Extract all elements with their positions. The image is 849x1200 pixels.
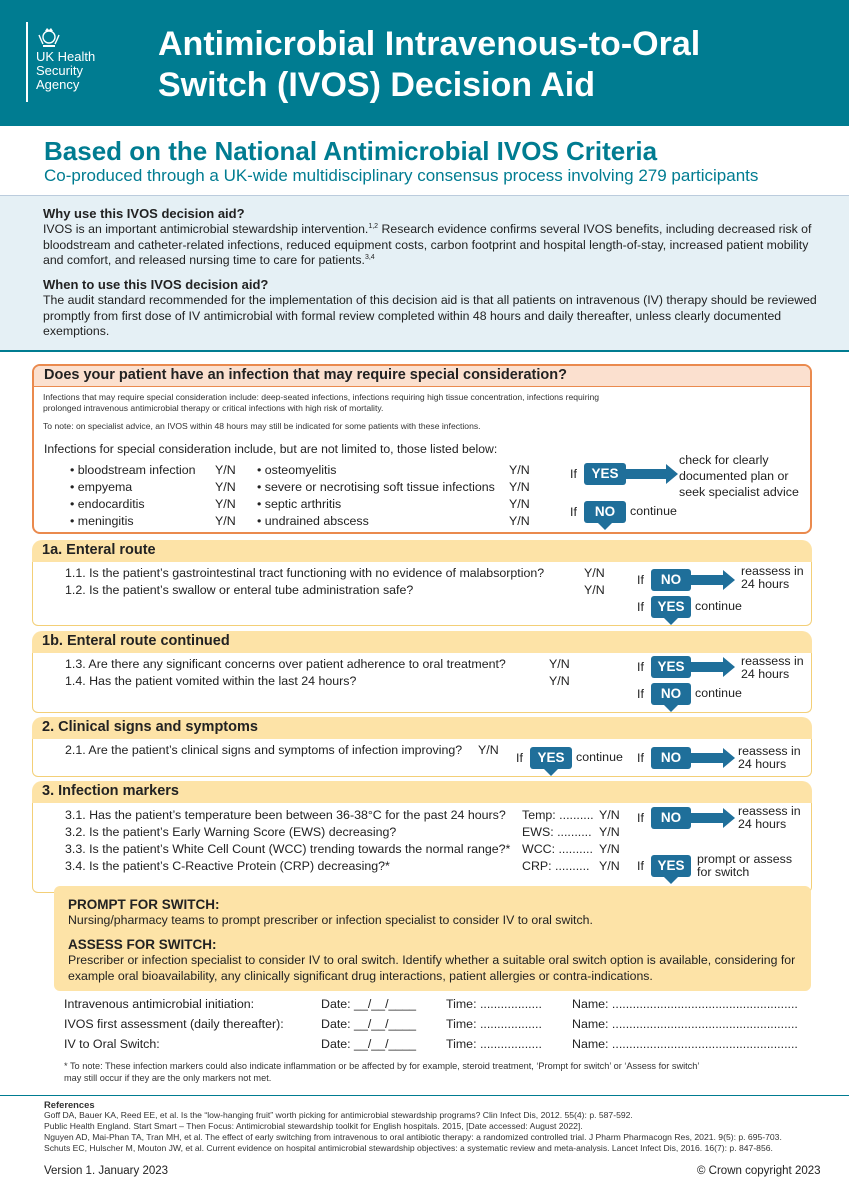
no-label: NO — [660, 810, 682, 825]
prompt-text: Nursing/pharmacy teams to prompt prescriber or infection specialist to consider IV to oral switch. — [68, 913, 593, 927]
infection-item: • endocarditis — [70, 497, 145, 511]
right-arrow-icon — [691, 575, 723, 585]
no-label: NO — [660, 686, 682, 701]
record-name[interactable]: Name: ...................................................... — [572, 1017, 798, 1031]
record-label: Intravenous antimicrobial initiation: — [64, 997, 255, 1011]
marker-temp[interactable]: Temp: .......... — [522, 808, 594, 822]
record-date[interactable]: Date: __/__/____ — [321, 1017, 417, 1031]
if-label: If — [516, 751, 523, 765]
question-3-4-yn[interactable]: Y/N — [599, 859, 620, 873]
record-time[interactable]: Time: .................. — [446, 1017, 542, 1031]
if-label: If — [637, 573, 644, 587]
if-label: If — [637, 811, 644, 825]
royal-crest-icon — [36, 26, 62, 48]
references-divider — [0, 1095, 849, 1096]
footnote: * To note: These infection markers could also indicate inflammation or be affected by for example, steroid treatment, ‘Prompt for switch’ or ‘Assess for switch’ may still occur if they are the only markers not met. — [64, 1061, 700, 1083]
infection-yn[interactable]: Y/N — [509, 463, 530, 477]
right-arrow-icon — [691, 662, 723, 672]
no-label: NO — [660, 750, 682, 765]
special-yes-outcome: check for clearly documented plan or seek specialist advice — [679, 453, 799, 499]
down-arrow-icon — [664, 877, 678, 884]
s3-yes-button[interactable] — [651, 855, 691, 877]
if-label: If — [570, 505, 577, 519]
record-label: IVOS first assessment (daily thereafter): — [64, 1017, 284, 1031]
why-sup-2: 3,4 — [364, 253, 375, 261]
question-1-1-yn[interactable]: Y/N — [584, 566, 605, 580]
why-text-b: Research evidence confirms several IVOS benefits, including decreased risk of bloodstream and catheter-related infections, reduced equipment costs, carbon footprint and hospital length-of-stay, increased patient mobility and comfort, and released nursing time to care for patients. — [43, 222, 812, 267]
special-intro: Infections for special consideration include, but are not limited to, those listed below: — [44, 442, 498, 456]
question-3-3-yn[interactable]: Y/N — [599, 842, 620, 856]
s3-no-outcome: reassess in 24 hours — [738, 804, 801, 831]
infection-yn[interactable]: Y/N — [215, 497, 236, 511]
infection-yn[interactable]: Y/N — [215, 514, 236, 528]
infection-yn[interactable]: Y/N — [509, 480, 530, 494]
right-arrow-icon — [691, 813, 723, 823]
special-note-1: Infections that may require special consideration include: deep-seated infections, infections requiring high tissue concentration, infections requiring prolonged intravenous antimicrobial therapy or critical infections with high risk of mortality. — [43, 392, 600, 413]
yes-label: YES — [537, 750, 565, 765]
infection-item: • bloodstream infection — [70, 463, 196, 477]
question-2-1-yn[interactable]: Y/N — [478, 743, 499, 757]
infection-item: • osteomyelitis — [257, 463, 337, 477]
yes-label: YES — [591, 466, 619, 481]
infection-item: • meningitis — [70, 514, 134, 528]
yes-label: YES — [657, 858, 685, 873]
reference-item: Public Health England. Start Smart – Then Focus: Antimicrobial stewardship toolkit for English hospitals. 2015, [Date accessed: August 2022]. — [44, 1121, 583, 1131]
question-1-2-yn[interactable]: Y/N — [584, 583, 605, 597]
section-1a-header — [32, 540, 812, 562]
s1a-yes-outcome: continue — [695, 599, 742, 613]
s1b-yes-outcome: reassess in 24 hours — [741, 654, 804, 681]
question-1-4-yn[interactable]: Y/N — [549, 674, 570, 688]
reference-item: Goff DA, Bauer KA, Reed EE, et al. Is the “low-hanging fruit” worth picking for antimicrobial stewardship programs? Clin Infect Dis, 2012. 55(4): p. 587-592. — [44, 1110, 633, 1120]
infection-yn[interactable]: Y/N — [509, 497, 530, 511]
special-consideration-question: Does your patient have an infection that may require special consideration? — [44, 367, 567, 383]
assess-heading: ASSESS FOR SWITCH: — [68, 937, 217, 952]
if-label: If — [637, 687, 644, 701]
record-time[interactable]: Time: .................. — [446, 1037, 542, 1051]
s3-no-button[interactable] — [651, 807, 691, 829]
if-label: If — [637, 751, 644, 765]
ukhsa-logo — [26, 22, 136, 102]
prompt-heading: PROMPT FOR SWITCH: — [68, 897, 220, 912]
right-arrow-icon — [626, 469, 666, 479]
infection-item: • severe or necrotising soft tissue infections — [257, 480, 495, 494]
title-line-2: Switch (IVOS) Decision Aid — [158, 66, 596, 104]
s1b-no-button[interactable] — [651, 683, 691, 705]
question-3-2: 3.2. Is the patient’s Early Warning Score (EWS) decreasing? — [65, 825, 397, 839]
s1a-no-button[interactable] — [651, 569, 691, 591]
record-label: IV to Oral Switch: — [64, 1037, 160, 1051]
down-arrow-icon — [544, 769, 558, 776]
question-1-3: 1.3. Are there any significant concerns over patient adherence to oral treatment? — [65, 657, 506, 671]
marker-wcc[interactable]: WCC: .......... — [522, 842, 593, 856]
question-1-2: 1.2. Is the patient’s swallow or enteral tube administration safe? — [65, 583, 414, 597]
if-label: If — [637, 600, 644, 614]
question-3-4: 3.4. Is the patient’s C-Reactive Protein (CRP) decreasing?* — [65, 859, 390, 873]
question-1-1: 1.1. Is the patient’s gastrointestinal tract functioning with no evidence of malabsorption? — [65, 566, 545, 580]
infection-yn[interactable]: Y/N — [509, 514, 530, 528]
question-3-2-yn[interactable]: Y/N — [599, 825, 620, 839]
if-label: If — [570, 467, 577, 481]
section-2-title: 2. Clinical signs and symptoms — [42, 719, 258, 735]
right-arrow-icon — [691, 753, 723, 763]
subtitle: Based on the National Antimicrobial IVOS Criteria — [44, 136, 658, 166]
tagline: Co-produced through a UK-wide multidisciplinary consensus process involving 279 participants — [44, 166, 759, 185]
marker-ews[interactable]: EWS: .......... — [522, 825, 592, 839]
why-sup-1: 1,2 — [368, 222, 379, 230]
section-3-header — [32, 781, 812, 803]
no-label: NO — [660, 572, 682, 587]
title-line-1: Antimicrobial Intravenous-to-Oral — [158, 25, 701, 63]
why-text-a: IVOS is an important antimicrobial stewardship intervention. — [43, 222, 369, 236]
record-date[interactable]: Date: __/__/____ — [321, 1037, 417, 1051]
section-1a-title: 1a. Enteral route — [42, 542, 156, 558]
s3-yes-outcome: prompt or assess for switch — [697, 852, 793, 879]
s1b-no-outcome: continue — [695, 686, 742, 700]
section-2-header — [32, 717, 812, 739]
no-label: NO — [594, 504, 616, 519]
s2-yes-outcome: continue — [576, 750, 623, 764]
record-date[interactable]: Date: __/__/____ — [321, 997, 417, 1011]
question-1-3-yn[interactable]: Y/N — [549, 657, 570, 671]
question-2-1: 2.1. Are the patient’s clinical signs and symptoms of infection improving? — [65, 743, 463, 757]
if-label: If — [637, 660, 644, 674]
special-no-outcome: continue — [630, 504, 677, 518]
down-arrow-icon — [664, 705, 678, 712]
s1b-yes-button[interactable] — [651, 656, 691, 678]
down-arrow-icon — [598, 523, 612, 530]
question-3-1: 3.1. Has the patient’s temperature been between 36-38°C for the past 24 hours? — [65, 808, 506, 822]
why-heading: Why use this IVOS decision aid? — [43, 206, 245, 221]
when-text: The audit standard recommended for the implementation of this decision aid is that all patients on intravenous (IV) therapy should be reviewed promptly from first dose of IV antimicrobial with formal review completed within 48 hours and daily thereafter, unless clearly documented exemptions. — [43, 293, 817, 338]
question-3-3: 3.3. Is the patient’s White Cell Count (WCC) trending towards the normal range?* — [65, 842, 511, 856]
infection-yn[interactable]: Y/N — [215, 480, 236, 494]
infection-yn[interactable]: Y/N — [215, 463, 236, 477]
yes-label: YES — [657, 599, 685, 614]
reference-item: Nguyen AD, Mai-Phan TA, Tran MH, et al. The effect of early switching from intravenous to oral antibiotic therapy: a randomized controlled trial. J Pharm Pharmacogn Res, 2021. 9(5): p. 695-703. — [44, 1132, 782, 1142]
section-1b-header — [32, 631, 812, 653]
record-name[interactable]: Name: ...................................................... — [572, 1037, 798, 1051]
if-label: If — [637, 859, 644, 873]
infection-item: • undrained abscess — [257, 514, 369, 528]
record-name[interactable]: Name: ...................................................... — [572, 997, 798, 1011]
yes-label: YES — [657, 659, 685, 674]
record-time[interactable]: Time: .................. — [446, 997, 542, 1011]
s2-yes-button[interactable] — [530, 747, 572, 769]
infection-item: • septic arthritis — [257, 497, 342, 511]
reference-item: Schuts EC, Hulscher M, Mouton JW, et al. Current evidence on hospital antimicrobial stewardship objectives: a systematic review and meta-analysis. Lancet Infect Dis, 2016. 16(7): p. 847-856. — [44, 1143, 773, 1153]
marker-crp[interactable]: CRP: .......... — [522, 859, 590, 873]
version-text: Version 1. January 2023 — [44, 1165, 169, 1177]
special-no-button[interactable] — [584, 501, 626, 523]
copyright-text: © Crown copyright 2023 — [697, 1165, 821, 1177]
infection-item: • empyema — [70, 480, 133, 494]
page-title — [158, 24, 838, 106]
s2-no-button[interactable] — [651, 747, 691, 769]
when-heading: When to use this IVOS decision aid? — [43, 277, 269, 292]
s1a-yes-button[interactable] — [651, 596, 691, 618]
special-note-2: To note: on specialist advice, an IVOS within 48 hours may still be indicated for some patients with these infections. — [43, 421, 481, 431]
references-heading: References — [44, 1099, 95, 1110]
assess-text: Prescriber or infection specialist to consider IV to oral switch. Identify whether a suitable oral switch option is available, considering for example oral bioavailability, any clinically significant drug interactions, patient allergies or contra-indications. — [68, 953, 796, 983]
question-1-4: 1.4. Has the patient vomited within the last 24 hours? — [65, 674, 357, 688]
section-3-title: 3. Infection markers — [42, 783, 179, 799]
question-3-1-yn[interactable]: Y/N — [599, 808, 620, 822]
special-yes-button[interactable] — [584, 463, 626, 485]
down-arrow-icon — [664, 618, 678, 625]
logo-text: UK Health Security Agency — [36, 49, 96, 92]
section-1b-title: 1b. Enteral route continued — [42, 633, 230, 649]
s2-no-outcome: reassess in 24 hours — [738, 744, 801, 771]
s1a-no-outcome: reassess in 24 hours — [741, 564, 804, 591]
why-text — [43, 222, 818, 269]
